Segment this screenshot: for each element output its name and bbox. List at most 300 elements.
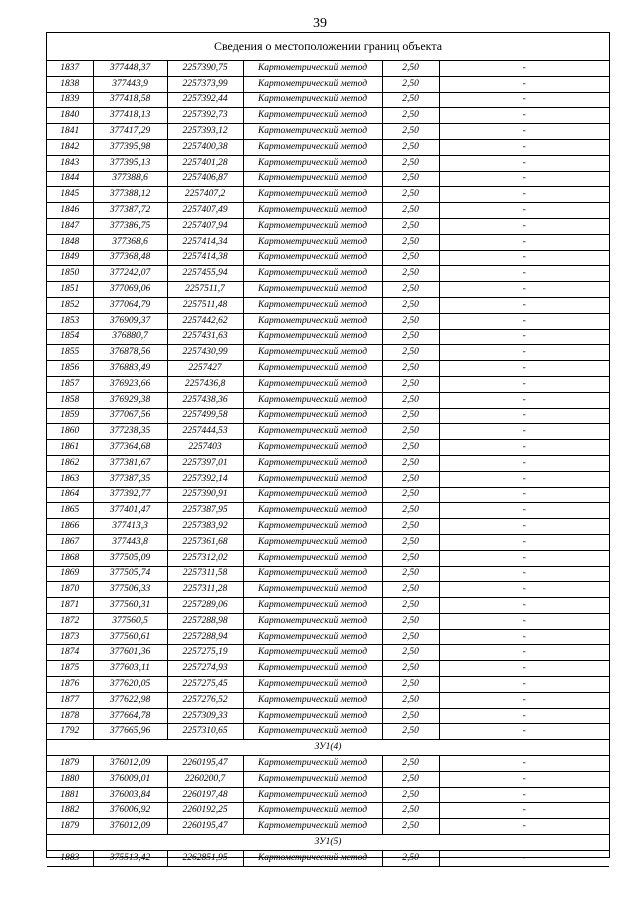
coordinates-table: [47, 61, 609, 867]
method-cell: Картометрический метод: [243, 139, 382, 155]
table-row: [47, 282, 609, 298]
coord-y: 2257431,63: [167, 329, 243, 345]
coord-x: 377395,98: [93, 139, 167, 155]
method-cell: Картометрический метод: [243, 297, 382, 313]
accuracy-cell: 2,50: [382, 677, 439, 693]
point-number: 1858: [47, 392, 93, 408]
description-cell: -: [439, 250, 609, 266]
table-row: [47, 850, 609, 866]
coord-x: 377387,35: [93, 471, 167, 487]
point-number: 1839: [47, 92, 93, 108]
accuracy-cell: 2,50: [382, 266, 439, 282]
method-cell: Картометрический метод: [243, 819, 382, 835]
accuracy-cell: 2,50: [382, 487, 439, 503]
table-row: [47, 108, 609, 124]
coord-y: 2257390,91: [167, 487, 243, 503]
coord-x: 377560,5: [93, 613, 167, 629]
coord-y: 2257312,02: [167, 550, 243, 566]
coord-x: 377381,67: [93, 455, 167, 471]
accuracy-cell: 2,50: [382, 171, 439, 187]
coord-y: 2257392,14: [167, 471, 243, 487]
accuracy-cell: 2,50: [382, 218, 439, 234]
description-cell: -: [439, 297, 609, 313]
accuracy-cell: 2,50: [382, 598, 439, 614]
accuracy-cell: 2,50: [382, 550, 439, 566]
coord-y: 2257392,73: [167, 108, 243, 124]
accuracy-cell: 2,50: [382, 361, 439, 377]
coord-y: 2257430,99: [167, 345, 243, 361]
accuracy-cell: 2,50: [382, 376, 439, 392]
coord-y: 2257383,92: [167, 519, 243, 535]
coord-y: 2257442,62: [167, 313, 243, 329]
method-cell: Картометрический метод: [243, 424, 382, 440]
table-row: [47, 503, 609, 519]
accuracy-cell: 2,50: [382, 534, 439, 550]
point-number: 1854: [47, 329, 93, 345]
accuracy-cell: 2,50: [382, 645, 439, 661]
table-row: [47, 297, 609, 313]
description-cell: -: [439, 392, 609, 408]
point-number: 1879: [47, 819, 93, 835]
point-number: 1848: [47, 234, 93, 250]
table-row: [47, 724, 609, 740]
coord-x: 377622,98: [93, 692, 167, 708]
coord-y: 2257310,65: [167, 724, 243, 740]
coord-x: 376012,09: [93, 819, 167, 835]
point-number: 1876: [47, 677, 93, 693]
accuracy-cell: 2,50: [382, 503, 439, 519]
description-cell: -: [439, 534, 609, 550]
method-cell: Картометрический метод: [243, 171, 382, 187]
boundary-table-container: [46, 32, 610, 863]
accuracy-cell: 2,50: [382, 850, 439, 866]
description-cell: -: [439, 724, 609, 740]
accuracy-cell: 2,50: [382, 471, 439, 487]
method-cell: Картометрический метод: [243, 661, 382, 677]
coord-y: 2257276,52: [167, 692, 243, 708]
method-cell: Картометрический метод: [243, 376, 382, 392]
description-cell: -: [439, 92, 609, 108]
method-cell: Картометрический метод: [243, 187, 382, 203]
description-cell: -: [439, 345, 609, 361]
method-cell: Картометрический метод: [243, 76, 382, 92]
table-row: [47, 803, 609, 819]
coord-x: 377448,37: [93, 61, 167, 76]
coord-x: 377506,33: [93, 582, 167, 598]
table-row: [47, 329, 609, 345]
coord-y: 2257455,94: [167, 266, 243, 282]
coord-y: 2257311,28: [167, 582, 243, 598]
coord-x: 377368,48: [93, 250, 167, 266]
coord-y: 2257499,58: [167, 408, 243, 424]
method-cell: Картометрический метод: [243, 598, 382, 614]
method-cell: Картометрический метод: [243, 108, 382, 124]
coord-x: 377387,72: [93, 203, 167, 219]
coord-y: 2260195,47: [167, 819, 243, 835]
section-title: ЗУ1(4): [47, 740, 609, 756]
description-cell: -: [439, 155, 609, 171]
table-row: [47, 534, 609, 550]
section-title: ЗУ1(5): [47, 835, 609, 851]
coord-x: 377443,9: [93, 76, 167, 92]
point-number: 1871: [47, 598, 93, 614]
coord-x: 377395,13: [93, 155, 167, 171]
accuracy-cell: 2,50: [382, 139, 439, 155]
accuracy-cell: 2,50: [382, 566, 439, 582]
table-row: [47, 266, 609, 282]
table-row: [47, 629, 609, 645]
coord-x: 377064,79: [93, 297, 167, 313]
coord-x: 376012,09: [93, 756, 167, 772]
table-row: [47, 771, 609, 787]
coord-y: 2262851,95: [167, 850, 243, 866]
coord-y: 2257401,28: [167, 155, 243, 171]
description-cell: -: [439, 203, 609, 219]
accuracy-cell: 2,50: [382, 124, 439, 140]
coord-x: 377560,61: [93, 629, 167, 645]
table-row: [47, 250, 609, 266]
point-number: 1880: [47, 771, 93, 787]
coord-y: 2257406,87: [167, 171, 243, 187]
description-cell: -: [439, 677, 609, 693]
coord-x: 377505,09: [93, 550, 167, 566]
table-row: [47, 582, 609, 598]
coord-y: 2257397,01: [167, 455, 243, 471]
method-cell: Картометрический метод: [243, 803, 382, 819]
table-row: [47, 471, 609, 487]
method-cell: Картометрический метод: [243, 487, 382, 503]
coord-x: 377505,74: [93, 566, 167, 582]
point-number: 1877: [47, 692, 93, 708]
description-cell: -: [439, 645, 609, 661]
coord-x: 376009,01: [93, 771, 167, 787]
table-row: [47, 61, 609, 76]
coord-x: 376878,56: [93, 345, 167, 361]
point-number: 1843: [47, 155, 93, 171]
coord-x: 376909,37: [93, 313, 167, 329]
table-row: [47, 155, 609, 171]
coord-x: 377418,13: [93, 108, 167, 124]
coord-x: 377418,58: [93, 92, 167, 108]
coord-x: 376883,49: [93, 361, 167, 377]
coord-x: 376880,7: [93, 329, 167, 345]
coord-x: 377242,07: [93, 266, 167, 282]
accuracy-cell: 2,50: [382, 661, 439, 677]
point-number: 1840: [47, 108, 93, 124]
method-cell: Картометрический метод: [243, 629, 382, 645]
description-cell: -: [439, 598, 609, 614]
point-number: 1874: [47, 645, 93, 661]
point-number: 1792: [47, 724, 93, 740]
coord-y: 2257361,68: [167, 534, 243, 550]
method-cell: Картометрический метод: [243, 218, 382, 234]
coord-x: 377067,56: [93, 408, 167, 424]
coord-y: 2257511,7: [167, 282, 243, 298]
table-row: [47, 645, 609, 661]
table-row: [47, 819, 609, 835]
description-cell: -: [439, 61, 609, 76]
coord-y: 2257403: [167, 440, 243, 456]
method-cell: Картометрический метод: [243, 203, 382, 219]
method-cell: Картометрический метод: [243, 582, 382, 598]
table-row: [47, 519, 609, 535]
coord-x: 377603,11: [93, 661, 167, 677]
accuracy-cell: 2,50: [382, 282, 439, 298]
coord-x: 377392,77: [93, 487, 167, 503]
table-row: [47, 708, 609, 724]
description-cell: -: [439, 487, 609, 503]
description-cell: -: [439, 108, 609, 124]
method-cell: Картометрический метод: [243, 455, 382, 471]
coord-x: 376923,66: [93, 376, 167, 392]
accuracy-cell: 2,50: [382, 771, 439, 787]
table-row: [47, 361, 609, 377]
coord-x: 377665,96: [93, 724, 167, 740]
coord-y: 2257427: [167, 361, 243, 377]
table-row: [47, 218, 609, 234]
point-number: 1857: [47, 376, 93, 392]
coord-y: 2257392,44: [167, 92, 243, 108]
accuracy-cell: 2,50: [382, 297, 439, 313]
description-cell: -: [439, 819, 609, 835]
table-row: [47, 187, 609, 203]
accuracy-cell: 2,50: [382, 92, 439, 108]
coord-y: 2257275,45: [167, 677, 243, 693]
coord-y: 2257274,93: [167, 661, 243, 677]
page-number: 39: [313, 16, 327, 31]
point-number: 1883: [47, 850, 93, 866]
coord-x: 377443,8: [93, 534, 167, 550]
method-cell: Картометрический метод: [243, 471, 382, 487]
description-cell: -: [439, 566, 609, 582]
point-number: 1861: [47, 440, 93, 456]
table-row: [47, 345, 609, 361]
point-number: 1853: [47, 313, 93, 329]
coord-x: 377388,12: [93, 187, 167, 203]
point-number: 1873: [47, 629, 93, 645]
method-cell: Картометрический метод: [243, 155, 382, 171]
point-number: 1860: [47, 424, 93, 440]
method-cell: Картометрический метод: [243, 234, 382, 250]
accuracy-cell: 2,50: [382, 440, 439, 456]
point-number: 1865: [47, 503, 93, 519]
coord-y: 2257407,94: [167, 218, 243, 234]
point-number: 1867: [47, 534, 93, 550]
table-row: [47, 787, 609, 803]
point-number: 1837: [47, 61, 93, 76]
method-cell: Картометрический метод: [243, 771, 382, 787]
point-number: 1841: [47, 124, 93, 140]
point-number: 1870: [47, 582, 93, 598]
method-cell: Картометрический метод: [243, 250, 382, 266]
method-cell: Картометрический метод: [243, 613, 382, 629]
point-number: 1847: [47, 218, 93, 234]
coord-y: 2257436,8: [167, 376, 243, 392]
coord-x: 376929,38: [93, 392, 167, 408]
coord-y: 2260197,48: [167, 787, 243, 803]
point-number: 1869: [47, 566, 93, 582]
description-cell: -: [439, 629, 609, 645]
method-cell: Картометрический метод: [243, 645, 382, 661]
coord-y: 2257390,75: [167, 61, 243, 76]
coord-y: 2257309,33: [167, 708, 243, 724]
coord-y: 2257414,38: [167, 250, 243, 266]
table-row: [47, 487, 609, 503]
coord-y: 2257373,99: [167, 76, 243, 92]
method-cell: Картометрический метод: [243, 534, 382, 550]
table-row: [47, 234, 609, 250]
method-cell: Картометрический метод: [243, 392, 382, 408]
method-cell: Картометрический метод: [243, 282, 382, 298]
table-row: [47, 677, 609, 693]
method-cell: Картометрический метод: [243, 361, 382, 377]
coord-x: 375513,42: [93, 850, 167, 866]
coord-x: 377664,78: [93, 708, 167, 724]
accuracy-cell: 2,50: [382, 424, 439, 440]
table-row: [47, 455, 609, 471]
description-cell: -: [439, 139, 609, 155]
accuracy-cell: 2,50: [382, 234, 439, 250]
point-number: 1855: [47, 345, 93, 361]
table-row: [47, 566, 609, 582]
table-row: [47, 203, 609, 219]
coord-y: 2257288,94: [167, 629, 243, 645]
description-cell: -: [439, 550, 609, 566]
point-number: 1838: [47, 76, 93, 92]
coord-x: 377386,75: [93, 218, 167, 234]
point-number: 1850: [47, 266, 93, 282]
point-number: 1878: [47, 708, 93, 724]
accuracy-cell: 2,50: [382, 819, 439, 835]
accuracy-cell: 2,50: [382, 756, 439, 772]
coord-y: 2257511,48: [167, 297, 243, 313]
point-number: 1881: [47, 787, 93, 803]
coord-x: 377560,31: [93, 598, 167, 614]
coord-y: 2257407,49: [167, 203, 243, 219]
method-cell: Картометрический метод: [243, 124, 382, 140]
method-cell: Картометрический метод: [243, 708, 382, 724]
method-cell: Картометрический метод: [243, 519, 382, 535]
table-row: [47, 661, 609, 677]
coord-x: 377413,3: [93, 519, 167, 535]
description-cell: -: [439, 234, 609, 250]
method-cell: Картометрический метод: [243, 266, 382, 282]
coord-y: 2260192,25: [167, 803, 243, 819]
point-number: 1859: [47, 408, 93, 424]
accuracy-cell: 2,50: [382, 613, 439, 629]
coord-y: 2257311,58: [167, 566, 243, 582]
point-number: 1842: [47, 139, 93, 155]
coord-x: 377417,29: [93, 124, 167, 140]
table-row: [47, 124, 609, 140]
description-cell: -: [439, 424, 609, 440]
description-cell: -: [439, 519, 609, 535]
method-cell: Картометрический метод: [243, 756, 382, 772]
accuracy-cell: 2,50: [382, 76, 439, 92]
point-number: 1849: [47, 250, 93, 266]
description-cell: -: [439, 613, 609, 629]
point-number: 1851: [47, 282, 93, 298]
point-number: 1863: [47, 471, 93, 487]
coord-x: 376003,84: [93, 787, 167, 803]
description-cell: -: [439, 771, 609, 787]
table-row: [47, 440, 609, 456]
point-number: 1856: [47, 361, 93, 377]
description-cell: -: [439, 313, 609, 329]
coord-y: 2257393,12: [167, 124, 243, 140]
method-cell: Картометрический метод: [243, 850, 382, 866]
table-row: [47, 756, 609, 772]
description-cell: -: [439, 582, 609, 598]
description-cell: -: [439, 440, 609, 456]
coord-y: 2257400,38: [167, 139, 243, 155]
method-cell: Картометрический метод: [243, 677, 382, 693]
description-cell: -: [439, 282, 609, 298]
accuracy-cell: 2,50: [382, 803, 439, 819]
method-cell: Картометрический метод: [243, 329, 382, 345]
table-row: [47, 408, 609, 424]
table-row: [47, 550, 609, 566]
coord-y: 2257288,98: [167, 613, 243, 629]
method-cell: Картометрический метод: [243, 345, 382, 361]
point-number: 1846: [47, 203, 93, 219]
section-row: [47, 835, 609, 851]
table-row: [47, 424, 609, 440]
point-number: 1852: [47, 297, 93, 313]
coord-y: 2257289,06: [167, 598, 243, 614]
coord-y: 2257444,53: [167, 424, 243, 440]
accuracy-cell: 2,50: [382, 61, 439, 76]
coord-x: 377388,6: [93, 171, 167, 187]
method-cell: Картометрический метод: [243, 440, 382, 456]
coord-y: 2257438,36: [167, 392, 243, 408]
method-cell: Картометрический метод: [243, 692, 382, 708]
description-cell: -: [439, 708, 609, 724]
accuracy-cell: 2,50: [382, 155, 439, 171]
description-cell: -: [439, 471, 609, 487]
table-row: [47, 598, 609, 614]
coord-y: 2257407,2: [167, 187, 243, 203]
method-cell: Картометрический метод: [243, 503, 382, 519]
table-row: [47, 313, 609, 329]
accuracy-cell: 2,50: [382, 787, 439, 803]
point-number: 1872: [47, 613, 93, 629]
point-number: 1868: [47, 550, 93, 566]
accuracy-cell: 2,50: [382, 519, 439, 535]
description-cell: -: [439, 361, 609, 377]
accuracy-cell: 2,50: [382, 629, 439, 645]
method-cell: Картометрический метод: [243, 566, 382, 582]
point-number: 1844: [47, 171, 93, 187]
description-cell: -: [439, 455, 609, 471]
method-cell: Картометрический метод: [243, 61, 382, 76]
table-header: Сведения о местоположении границ объекта: [47, 33, 609, 61]
coord-x: 376006,92: [93, 803, 167, 819]
description-cell: -: [439, 661, 609, 677]
table-row: [47, 392, 609, 408]
coord-x: 377368,6: [93, 234, 167, 250]
coord-x: 377069,06: [93, 282, 167, 298]
description-cell: -: [439, 803, 609, 819]
description-cell: -: [439, 850, 609, 866]
accuracy-cell: 2,50: [382, 203, 439, 219]
table-row: [47, 76, 609, 92]
method-cell: Картометрический метод: [243, 408, 382, 424]
accuracy-cell: 2,50: [382, 250, 439, 266]
coord-x: 377238,35: [93, 424, 167, 440]
method-cell: Картометрический метод: [243, 313, 382, 329]
section-row: [47, 740, 609, 756]
